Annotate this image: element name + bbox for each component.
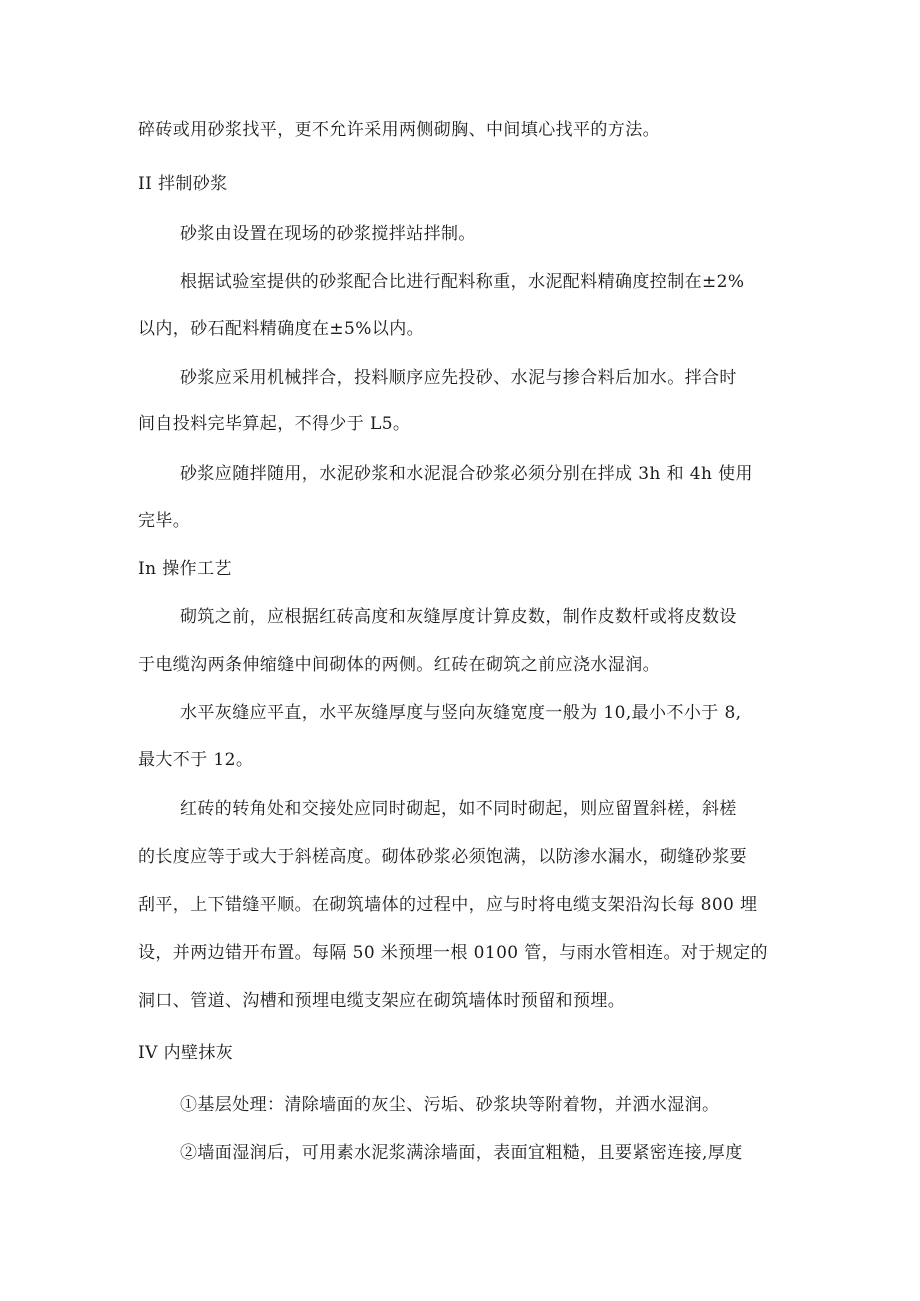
text-line: 砂浆应随拌随用，水泥砂浆和水泥混合砂浆必须分别在拌成 3h 和 4h 使用 [180, 464, 753, 484]
text-line: 砌筑之前，应根据红砖高度和灰缝厚度计算皮数，制作皮数杆或将皮数设 [180, 607, 737, 627]
text-line: 根据试验室提供的砂浆配合比进行配料称重，水泥配料精确度控制在±2% [180, 272, 745, 292]
text-line: 碎砖或用砂浆找平，更不允许采用两侧砌胸、中间填心找平的方法。 [138, 120, 660, 140]
text-line: 于电缆沟两条伸缩缝中间砌体的两侧。红砖在砌筑之前应浇水湿润。 [138, 655, 660, 675]
text-line: 最大不于 12。 [138, 750, 254, 770]
text-line: 的长度应等于或大于斜槎高度。砌体砂浆必须饱满，以防渗水漏水，砌缝砂浆要 [138, 847, 747, 867]
text-line: 砂浆由设置在现场的砂浆搅拌站拌制。 [180, 224, 476, 244]
list-item: ①基层处理：清除墙面的灰尘、污垢、砂浆块等附着物，并洒水湿润。 [180, 1095, 720, 1115]
text-line: 红砖的转角处和交接处应同时砌起，如不同时砌起，则应留置斜槎，斜槎 [180, 799, 737, 819]
text-line: 完毕。 [138, 511, 191, 531]
text-line: 间自投料完毕算起，不得少于 L5。 [138, 414, 411, 434]
section-heading: II 拌制砂浆 [138, 174, 228, 194]
text-line: 砂浆应采用机械拌合，投料顺序应先投砂、水泥与掺合料后加水。拌合时 [180, 368, 737, 388]
text-line: 设，并两边错开布置。每隔 50 米预埋一根 0100 管，与雨水管相连。对于规定的 [138, 943, 768, 963]
text-line: 刮平，上下错缝平顺。在砌筑墙体的过程中，应与时将电缆支架沿沟长每 800 埋 [138, 895, 758, 915]
section-heading: In 操作工艺 [138, 559, 232, 579]
text-line: 洞口、管道、沟槽和预埋电缆支架应在砌筑墙体时预留和预埋。 [138, 991, 626, 1011]
text-line: 以内，砂石配料精确度在±5%以内。 [138, 319, 425, 339]
text-line: 水平灰缝应平直，水平灰缝厚度与竖向灰缝宽度一般为 10,最小不小于 8, [180, 703, 742, 723]
section-heading: IV 内壁抹灰 [138, 1043, 234, 1063]
list-item: ②墙面湿润后，可用素水泥浆满涂墙面，表面宜粗糙，且要紧密连接,厚度 [180, 1143, 743, 1163]
